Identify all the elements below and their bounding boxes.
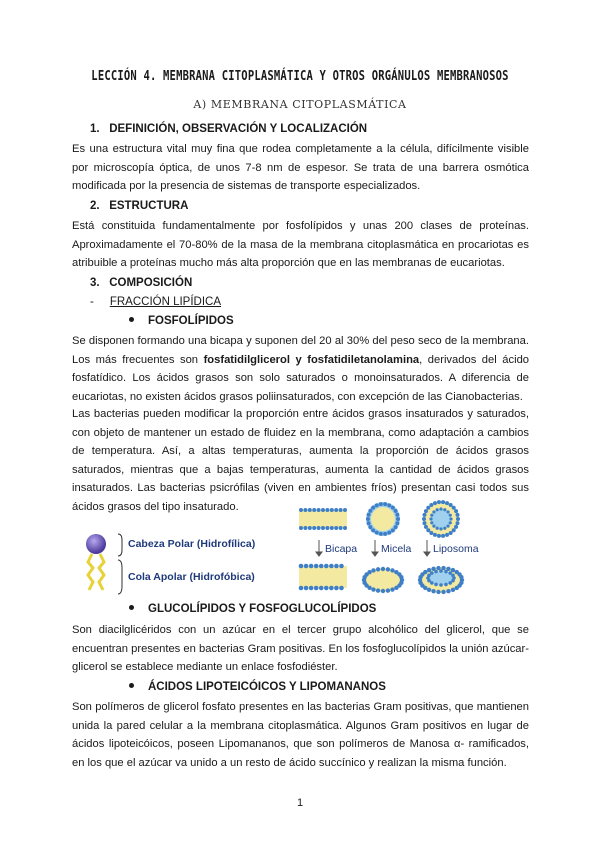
lipid-head-bead xyxy=(304,586,309,591)
lipid-head-bead xyxy=(329,564,334,569)
lipid-head-bead xyxy=(449,517,452,520)
page-number: 1 xyxy=(296,797,304,809)
lipid-head-bead xyxy=(371,506,375,510)
lipid-head-bead xyxy=(430,514,433,517)
lipid-head-bead xyxy=(451,574,455,578)
lipid-head-bead xyxy=(436,590,440,594)
paragraph-acidos-lipoteicoicos: Son polímeros de glicerol fosfato presentes en las bacterias Gram positivas, que mantienen unida la pared celular a la membrana citoplasmática. Algunos Gram positivos en lugar de ácidos lipoteicóicos, poseen Lipomananos, que son polímeros de Manosa α- ramificados, en los que el azúcar va unido a un resto de ácido succínico y realizan la misma función. xyxy=(72,701,529,769)
lipid-head-bead xyxy=(452,506,456,510)
lipid-head-bead xyxy=(422,517,426,521)
lipid-head-bead xyxy=(449,521,452,524)
lipid-head-bead xyxy=(334,508,338,512)
lipid-head-bead xyxy=(317,526,321,530)
lipid-head-bead xyxy=(424,509,428,513)
lipid-head-bead xyxy=(371,528,375,532)
lipid-head-bead xyxy=(439,507,442,510)
lipid-head-bead xyxy=(386,588,390,592)
lipid-head-bead xyxy=(321,526,325,530)
lipid-head-bead xyxy=(394,586,398,590)
bullet-fosfolipidos: FOSFOLÍPIDOS xyxy=(129,315,234,327)
lipid-head-bead xyxy=(439,569,443,573)
lipid-head-bead xyxy=(449,531,453,535)
lipid-head-bead xyxy=(299,586,304,591)
lipid-head-bead xyxy=(308,508,312,512)
paragraph-estructura: Está constituida fundamentalmente por fosfolípidos y unas 200 clases de proteínas. Aproximadamente el 70-80% de la masa de la membrana citoplasmática en procariotas es atribuible a proteínas mucho más alta proporción que en las membranas de eucariotas. xyxy=(72,220,529,269)
lipid-head-bead xyxy=(334,526,338,530)
lipid-head-bead xyxy=(321,508,325,512)
lipid-head-bead xyxy=(309,564,314,569)
lipid-head-bead xyxy=(366,517,370,521)
lipid-head-bead xyxy=(399,575,403,579)
subheading-fraccion-lipidica: - FRACCIÓN LIPÍDICA xyxy=(90,296,222,308)
lipid-head-bead xyxy=(375,503,379,507)
lipid-head-bead xyxy=(367,570,371,574)
lipid-head-bead xyxy=(448,581,452,585)
heading-composicion: 3. COMPOSICIÓN xyxy=(90,277,193,289)
lipid-head-bead xyxy=(368,509,372,513)
section-subtitle: A) MEMBRANA CITOPLASMÁTICA xyxy=(193,98,407,111)
phospholipid-figure xyxy=(72,528,260,600)
lipid-head-bead xyxy=(456,513,460,517)
lipid-head-bead xyxy=(424,525,428,529)
lipid-head-bead xyxy=(437,500,441,504)
lipid-head-bead xyxy=(376,588,380,592)
lipid-head-bead xyxy=(387,503,391,507)
label-polar-head: Cabeza Polar (Hidrofílica) xyxy=(128,538,256,550)
lipid-head-bead xyxy=(329,586,334,591)
lipid-head-bead xyxy=(436,527,439,530)
lipid-head-bead xyxy=(343,526,347,530)
lipid-head-bead xyxy=(429,531,433,535)
lipid-head-bead xyxy=(446,524,449,527)
lipid-head-bead xyxy=(444,570,448,574)
lipid-head-bead xyxy=(324,564,329,569)
lipid-head-bead xyxy=(330,508,334,512)
lipid-head-bead xyxy=(443,508,446,511)
bilayer-bottom-icon xyxy=(299,564,347,591)
heading-estructura: 2. ESTRUCTURA xyxy=(90,200,189,212)
lipid-head-bead xyxy=(391,528,395,532)
lipid-head-bead xyxy=(339,586,344,591)
lipid-head-bead xyxy=(304,564,309,569)
lipid-head-bead xyxy=(387,531,391,535)
lipid-head-bead xyxy=(449,503,453,507)
lipid-head-bead xyxy=(454,525,458,529)
lipid-head-bead xyxy=(379,532,383,536)
lipid-head-bead xyxy=(325,508,329,512)
bullet-dot xyxy=(129,605,134,610)
lipid-head-bead xyxy=(422,521,426,525)
lipid-head-bead xyxy=(434,570,438,574)
lipid-head-bead xyxy=(429,517,432,520)
lipid-head-bead xyxy=(303,526,307,530)
lipid-head-bead xyxy=(451,568,455,572)
lipid-head-bead xyxy=(436,508,439,511)
paragraph-fosfolipidos-2: Las bacterias pueden modificar la proporción entre ácidos grasos insaturados y saturados, con objeto de mantener un estado de fluidez en la membrana, como adaptación a cambios de temperatura. Así, a altas temperaturas, aumenta la proporción de ácidos grasos saturados, mientras que a bajas temperaturas, aumenta la cantidad de ácidos grasos insaturados. Las bacterias psicrófilas (viven en ambientes fríos) presentan casi todos sus ácidos grasos del tipo insaturado. xyxy=(72,408,529,513)
lipid-head-bead xyxy=(441,590,445,594)
lipid-head-bead xyxy=(303,508,307,512)
bullet-acidos-lipoteicoicos: ÁCIDOS LIPOTEICÓICOS Y LIPOMANANOS xyxy=(129,681,386,693)
lipid-head-bead xyxy=(381,567,385,571)
lipid-head-bead xyxy=(430,571,434,575)
lipid-head-bead xyxy=(334,586,339,591)
lipid-head-bead xyxy=(451,579,455,583)
lipid-head-bead xyxy=(448,571,452,575)
lipid-head-bead xyxy=(445,501,449,505)
heading-definicion: 1. DEFINICIÓN, OBSERVACIÓN Y LOCALIZACIÓN xyxy=(90,123,368,135)
lipid-head-bead xyxy=(446,589,450,593)
lipid-head-bead xyxy=(426,528,430,532)
bilayer-top-icon xyxy=(299,508,347,530)
lipid-head-bead xyxy=(308,526,312,530)
lipid-head-bead xyxy=(434,583,438,587)
membrane-structures-figure xyxy=(295,500,479,598)
lipid-head-bead xyxy=(427,574,431,578)
lipid-head-bead xyxy=(446,510,449,513)
lipid-head-bead xyxy=(386,567,390,571)
micelle-top-icon xyxy=(366,502,400,536)
lipid-head-bead xyxy=(339,508,343,512)
lipid-head-bead xyxy=(368,525,372,529)
lipid-head-bead xyxy=(449,514,452,517)
lipid-head-bead xyxy=(433,533,437,537)
lipid-head-bead xyxy=(309,586,314,591)
lipid-head-bead xyxy=(367,513,371,517)
lipid-head-bead xyxy=(376,567,380,571)
lipid-head-bead xyxy=(441,500,445,504)
paragraph-fosfolipidos-1: Se disponen formando una bicapa y suponen del 20 al 30% del peso seco de la membrana. Los más frecuentes son fosfatidilglicerol y fosfatidiletanolamina, derivados del ácido fosfatídico. Los ácidos grasos son solo saturados o monoinsaturados. A diferencia de eucariotas, no existen ácidos grasos poliinsaturados, con excepción de las Cianobacterias. xyxy=(72,335,530,403)
lipid-head-bead xyxy=(317,508,321,512)
lipid-head-bead xyxy=(339,526,343,530)
lipid-head-bead xyxy=(432,524,435,527)
lipid-head-bead xyxy=(343,508,347,512)
lipid-head-bead xyxy=(375,531,379,535)
lipid-head-bead xyxy=(429,503,433,507)
lipid-head-bead xyxy=(383,532,387,536)
lipid-head-bead xyxy=(381,589,385,593)
lipid-head-bead xyxy=(423,570,427,574)
lipid-head-bead xyxy=(444,583,448,587)
label-liposoma: Liposoma xyxy=(433,543,479,555)
bullet-glucolipidos: GLUCOLÍPIDOS Y FOSFOGLUCOLÍPIDOS xyxy=(129,603,376,615)
lipid-head-bead xyxy=(459,575,463,579)
lipid-head-bead xyxy=(451,588,455,592)
lipid-head-bead xyxy=(339,564,344,569)
label-bicapa: Bicapa xyxy=(325,543,358,555)
label-micela: Micela xyxy=(381,543,412,555)
lipid-head-bead xyxy=(437,534,441,538)
lipid-head-bead xyxy=(299,564,304,569)
lipid-head-bead xyxy=(314,586,319,591)
paragraph-glucolipidos: Son diacilglicéridos con un azúcar en el tercer grupo alcohólico del glicerol, que se encuentran presentes en bacterias Gram positivas. En los fosfoglucolípidos la unión azúcar-glicerol se establece mediante un enlace fosfodiéster. xyxy=(72,624,529,673)
lipid-head-bead xyxy=(324,586,329,591)
lipid-head-bead xyxy=(391,506,395,510)
lipid-head-bead xyxy=(383,502,387,506)
lipid-head-bead xyxy=(426,506,430,510)
lipid-head-bead xyxy=(394,525,398,529)
lipid-head-bead xyxy=(430,581,434,585)
lipid-head-bead xyxy=(431,589,435,593)
lipid-head-bead xyxy=(430,521,433,524)
lipid-head-bead xyxy=(433,501,437,505)
lipid-head-bead xyxy=(439,583,443,587)
lipid-head-bead xyxy=(394,509,398,513)
lipid-head-bead xyxy=(422,513,426,517)
lipid-head-bead xyxy=(319,586,324,591)
lipid-head-bead xyxy=(427,568,431,572)
lipid-head-bead xyxy=(455,586,459,590)
liposome-bottom-icon xyxy=(418,566,464,594)
lipid-head-bead xyxy=(454,509,458,513)
lipid-head-bead xyxy=(371,587,375,591)
lipid-head-bead xyxy=(367,521,371,525)
lipid-head-bead xyxy=(427,588,431,592)
lipid-head-bead xyxy=(314,564,319,569)
lipid-head-bead xyxy=(439,527,442,530)
micelle-bottom-icon xyxy=(362,567,404,593)
lipid-head-bead xyxy=(396,517,400,521)
lipid-head-bead xyxy=(441,534,445,538)
lipid-head-bead xyxy=(456,521,460,525)
lipid-head-bead xyxy=(312,508,316,512)
lipid-head-bead xyxy=(299,508,303,512)
lipid-head-bead xyxy=(390,568,394,572)
label-apolar-tail: Cola Apolar (Hidrofóbica) xyxy=(128,571,255,583)
bullet-dot xyxy=(129,683,134,688)
lipid-head-bead xyxy=(443,527,446,530)
bullet-dot xyxy=(129,317,134,322)
lipid-head-bead xyxy=(325,526,329,530)
lipid-head-bead xyxy=(390,587,394,591)
lipid-head-bead xyxy=(456,517,460,521)
polar-head-icon xyxy=(86,534,106,554)
lipid-head-bead xyxy=(432,510,435,513)
lipid-head-bead xyxy=(319,564,324,569)
lipid-head-bead xyxy=(452,528,456,532)
lipid-head-bead xyxy=(445,533,449,537)
paragraph-definicion: Es una estructura vital muy fina que rodea completamente a la célula, difícilmente visible por microscopía óptica, de unos 7-8 nm de espesor. Se trata de una barrera osmótica modificada por la presencia de sistemas de transporte especializados. xyxy=(72,143,529,192)
lipid-head-bead xyxy=(312,526,316,530)
lipid-head-bead xyxy=(395,513,399,517)
lipid-head-bead xyxy=(395,521,399,525)
lipid-head-bead xyxy=(330,526,334,530)
lipid-head-bead xyxy=(334,564,339,569)
lesson-title: LECCIÓN 4. MEMBRANA CITOPLASMÁTICA Y OTROS ORGÁNULOS MEMBRANOSOS xyxy=(91,68,509,84)
lipid-head-bead xyxy=(379,502,383,506)
lipid-head-bead xyxy=(371,568,375,572)
lipid-head-bead xyxy=(299,526,303,530)
